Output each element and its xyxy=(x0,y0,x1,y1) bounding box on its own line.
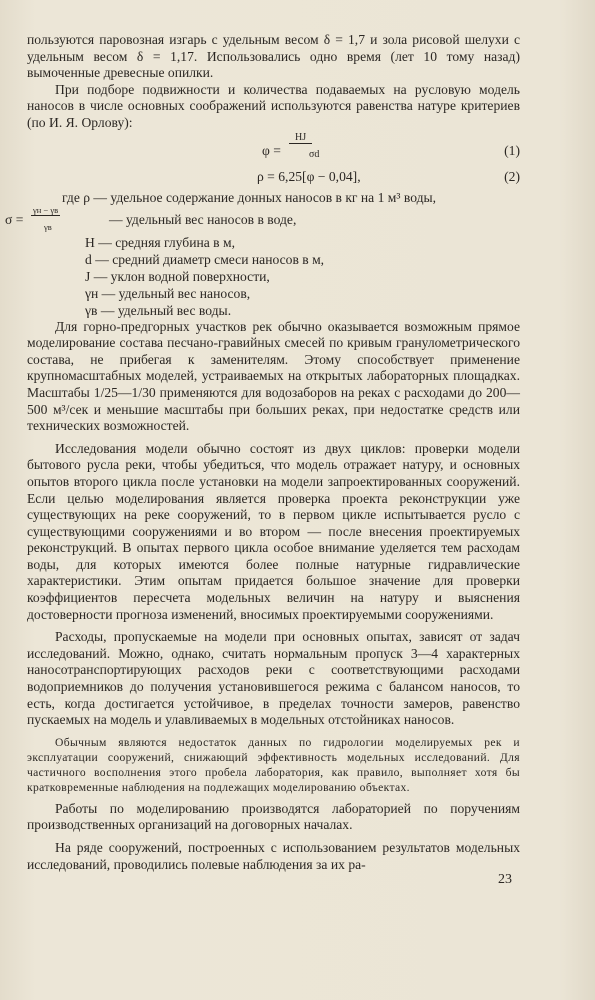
formula-1-denominator: σd xyxy=(309,148,320,160)
formula-2 xyxy=(27,166,520,188)
formula-2-number: (2) xyxy=(504,168,520,184)
definition-item: J — уклон водной поверхности, xyxy=(85,268,270,284)
where-text: где ρ — удельное содержание донных наносов в кг на 1 м³ воды, xyxy=(62,189,437,205)
paragraph-contracts: Работы по моделированию производятся лабораторией по поручениям производственных организаций на договорных началах. xyxy=(27,800,520,833)
sigma-definition xyxy=(5,204,520,234)
paragraph-sediment-criteria: При подборе подвижности и количества подаваемых на русловую модель наносов в числе основных соображений используются равенства натуре критериев (по И. Я. Орлову): xyxy=(27,81,520,130)
text-column xyxy=(5,32,520,873)
definition-item: d — средний диаметр смеси наносов в м, xyxy=(85,251,325,267)
definition-item: γв — удельный вес воды. xyxy=(85,302,232,318)
sigma-text: — удельный вес наносов в воде, xyxy=(109,211,297,227)
where-line xyxy=(27,188,520,208)
paragraph-data-shortage: Обычным являются недостаток данных по гидрологии моделируемых рек и эксплуатации сооружений, снижающий эффективность модельных исследований. Для частичного восполнения этого пробела лаборатория, как правило, выполняет хотя бы кратковременные наблюдения на подлежащих моделированию объектах. xyxy=(27,735,520,794)
formula-1-numerator: HJ xyxy=(289,132,312,144)
paragraph-field-observations: На ряде сооружений, построенных с использованием результатов модельных исследований, проводились полевые наблюдения за их ра- xyxy=(27,840,520,872)
paragraph-mountain-rivers: Для горно-предгорных участков рек обычно оказывается возможным прямое моделирование состава песчано-гравийных смесей по кривым гранулометрического состава, не прибегая к заменителям. Этому способствует применение крупномасштабных моделей, устраиваемых на открытых лабораторных площадках. Масштабы 1/25—1/30 применяются для водозаборов на реках с расходами до 200—500 м³/сек и меньшие масштабы при больших реках, при недостатке средств или технических возможностей. xyxy=(27,318,520,434)
formula-1-lhs: φ = xyxy=(262,142,281,158)
variable-definitions xyxy=(85,234,520,319)
sigma-denominator: γв xyxy=(44,221,52,232)
formula-1-number: (1) xyxy=(504,142,520,158)
definition-item: γн — удельный вес наносов, xyxy=(85,285,251,301)
paragraph-discharges: Расходы, пропускаемые на модели при основных опытах, зависят от задач исследований. Можно, однако, считать нормальным пропуск 3—4 характерных наносотранспортирующих расходов реки с соответствующими расходами водоприемников до получения установившегося режима с балансом наносов, то есть, когда достигается устойчивое, в пределах точности замеров, равенство пускаемых на модель и улавливаемых в модельных отстойниках наносов. xyxy=(27,629,520,728)
sigma-lhs: σ = xyxy=(5,211,24,227)
formula-1 xyxy=(27,132,520,166)
formula-2-body: ρ = 6,25[φ − 0,04], xyxy=(257,168,361,184)
sigma-numerator: γн − γв xyxy=(33,204,59,215)
paragraph-continued: пользуются паровозная изгарь с удельным весом δ = 1,7 и зола рисовой шелухи с удельным весом δ = 1,17. Использовались одно время (лет 10 тому назад) вымоченные древесные опилки. xyxy=(27,32,520,81)
definition-item: H — средняя глубина в м, xyxy=(85,234,235,250)
page-number: 23 xyxy=(498,872,512,887)
paragraph-model-cycles: Исследования модели обычно состоят из двух циклов: проверки модели бытового русла реки, чтобы убедиться, что модель отражает натуру, и основных опытов второго цикла после установки на модели запроектированных сооружений. Если целью моделирования является проверка проекта реконструкции уже существующих на реке сооружений, то в первом цикле испытывается русло с существующими сооружениями и во втором — после внесения проектируемых реконструкций. В опытах первого цикла особое внимание уделяется тем расходам воды, для которых имеются более полные натурные гидравлические характеристики. Этим опытам придается большое значение для проверки коэффициентов пересчета модельных величин на натуру и выяснения достоверности прогноза изменений, вносимых проектируемыми сооружениями. xyxy=(27,440,520,622)
